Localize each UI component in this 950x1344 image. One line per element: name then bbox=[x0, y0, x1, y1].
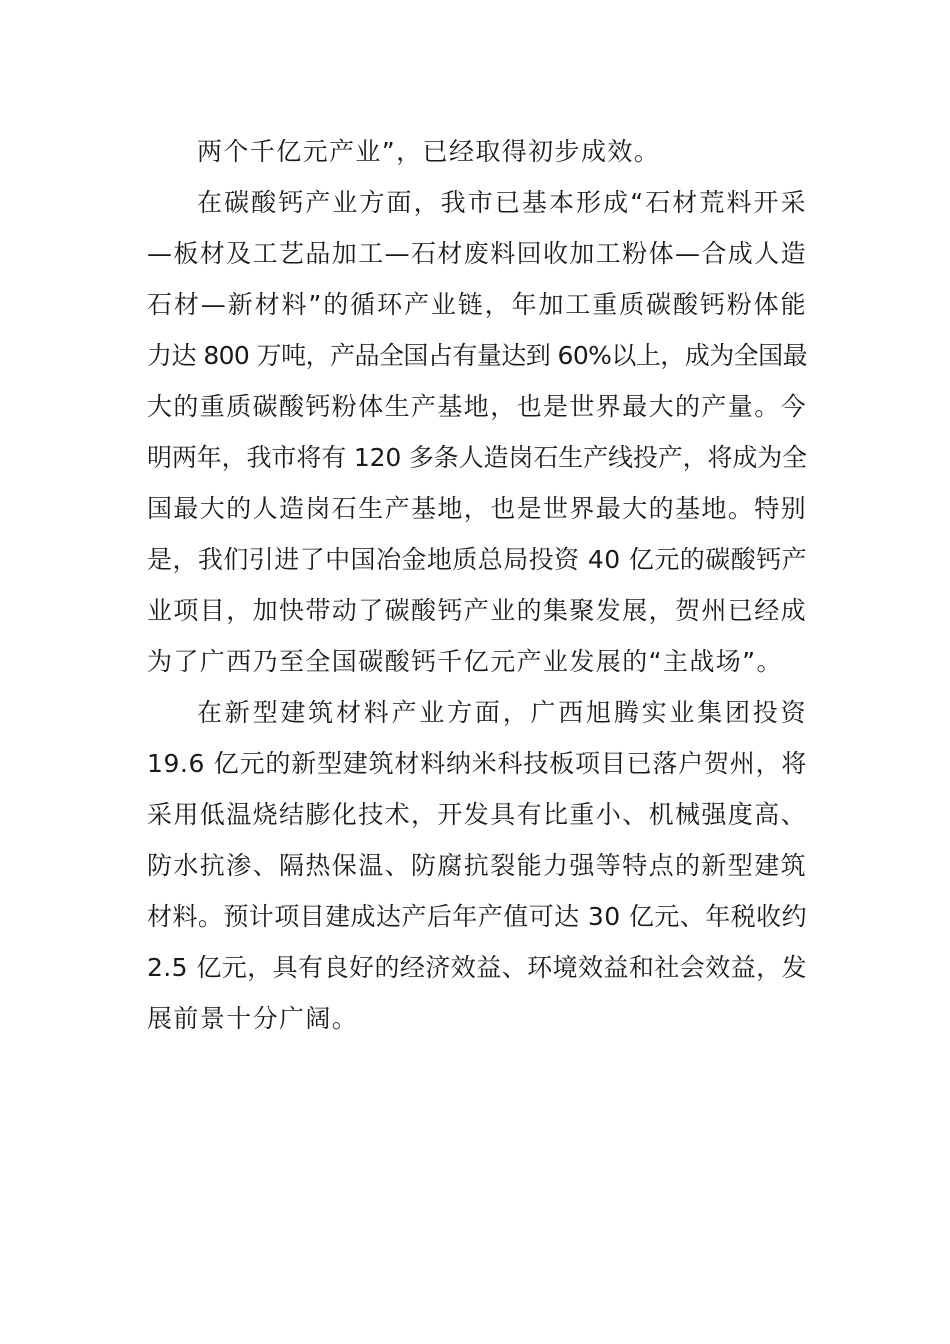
text-line: 明两年，我市将有 120 多条人造岗石生产线投产，将成为全 bbox=[147, 443, 807, 472]
text-line: 材料。预计项目建成达产后年产值可达 30 亿元、年税收约 bbox=[147, 902, 807, 931]
text-line: 为了广西乃至全国碳酸钙千亿元产业发展的“主战场”。 bbox=[147, 647, 783, 676]
text-line: 是，我们引进了中国冶金地质总局投资 40 亿元的碳酸钙产 bbox=[147, 545, 807, 574]
text-line: 展前景十分广阔。 bbox=[147, 1004, 359, 1033]
text-line: 两个千亿元产业”，已经取得初步成效。 bbox=[197, 137, 661, 166]
text-line: 在新型建筑材料产业方面，广西旭腾实业集团投资 bbox=[197, 698, 807, 727]
text-line: —板材及工艺品加工—石材废料回收加工粉体—合成人造 bbox=[147, 239, 807, 268]
body-text bbox=[147, 126, 807, 1044]
text-line: 大的重质碳酸钙粉体生产基地，也是世界最大的产量。今 bbox=[147, 392, 807, 421]
text-line: 力达 800 万吨，产品全国占有量达到 60%以上，成为全国最 bbox=[147, 341, 807, 370]
text-line: 19.6 亿元的新型建筑材料纳米科技板项目已落户贺州，将 bbox=[147, 749, 807, 778]
text-line: 在碳酸钙产业方面，我市已基本形成“石材荒料开采 bbox=[197, 188, 807, 217]
text-line: 业项目，加快带动了碳酸钙产业的集聚发展，贺州已经成 bbox=[147, 596, 807, 625]
text-line: 防水抗渗、隔热保温、防腐抗裂能力强等特点的新型建筑 bbox=[147, 851, 807, 880]
text-line: 采用低温烧结膨化技术，开发具有比重小、机械强度高、 bbox=[147, 800, 807, 829]
text-line: 国最大的人造岗石生产基地，也是世界最大的基地。特别 bbox=[147, 494, 807, 523]
text-line: 石材—新材料”的循环产业链，年加工重质碳酸钙粉体能 bbox=[147, 290, 807, 319]
text-line: 2.5 亿元，具有良好的经济效益、环境效益和社会效益，发 bbox=[147, 953, 807, 982]
